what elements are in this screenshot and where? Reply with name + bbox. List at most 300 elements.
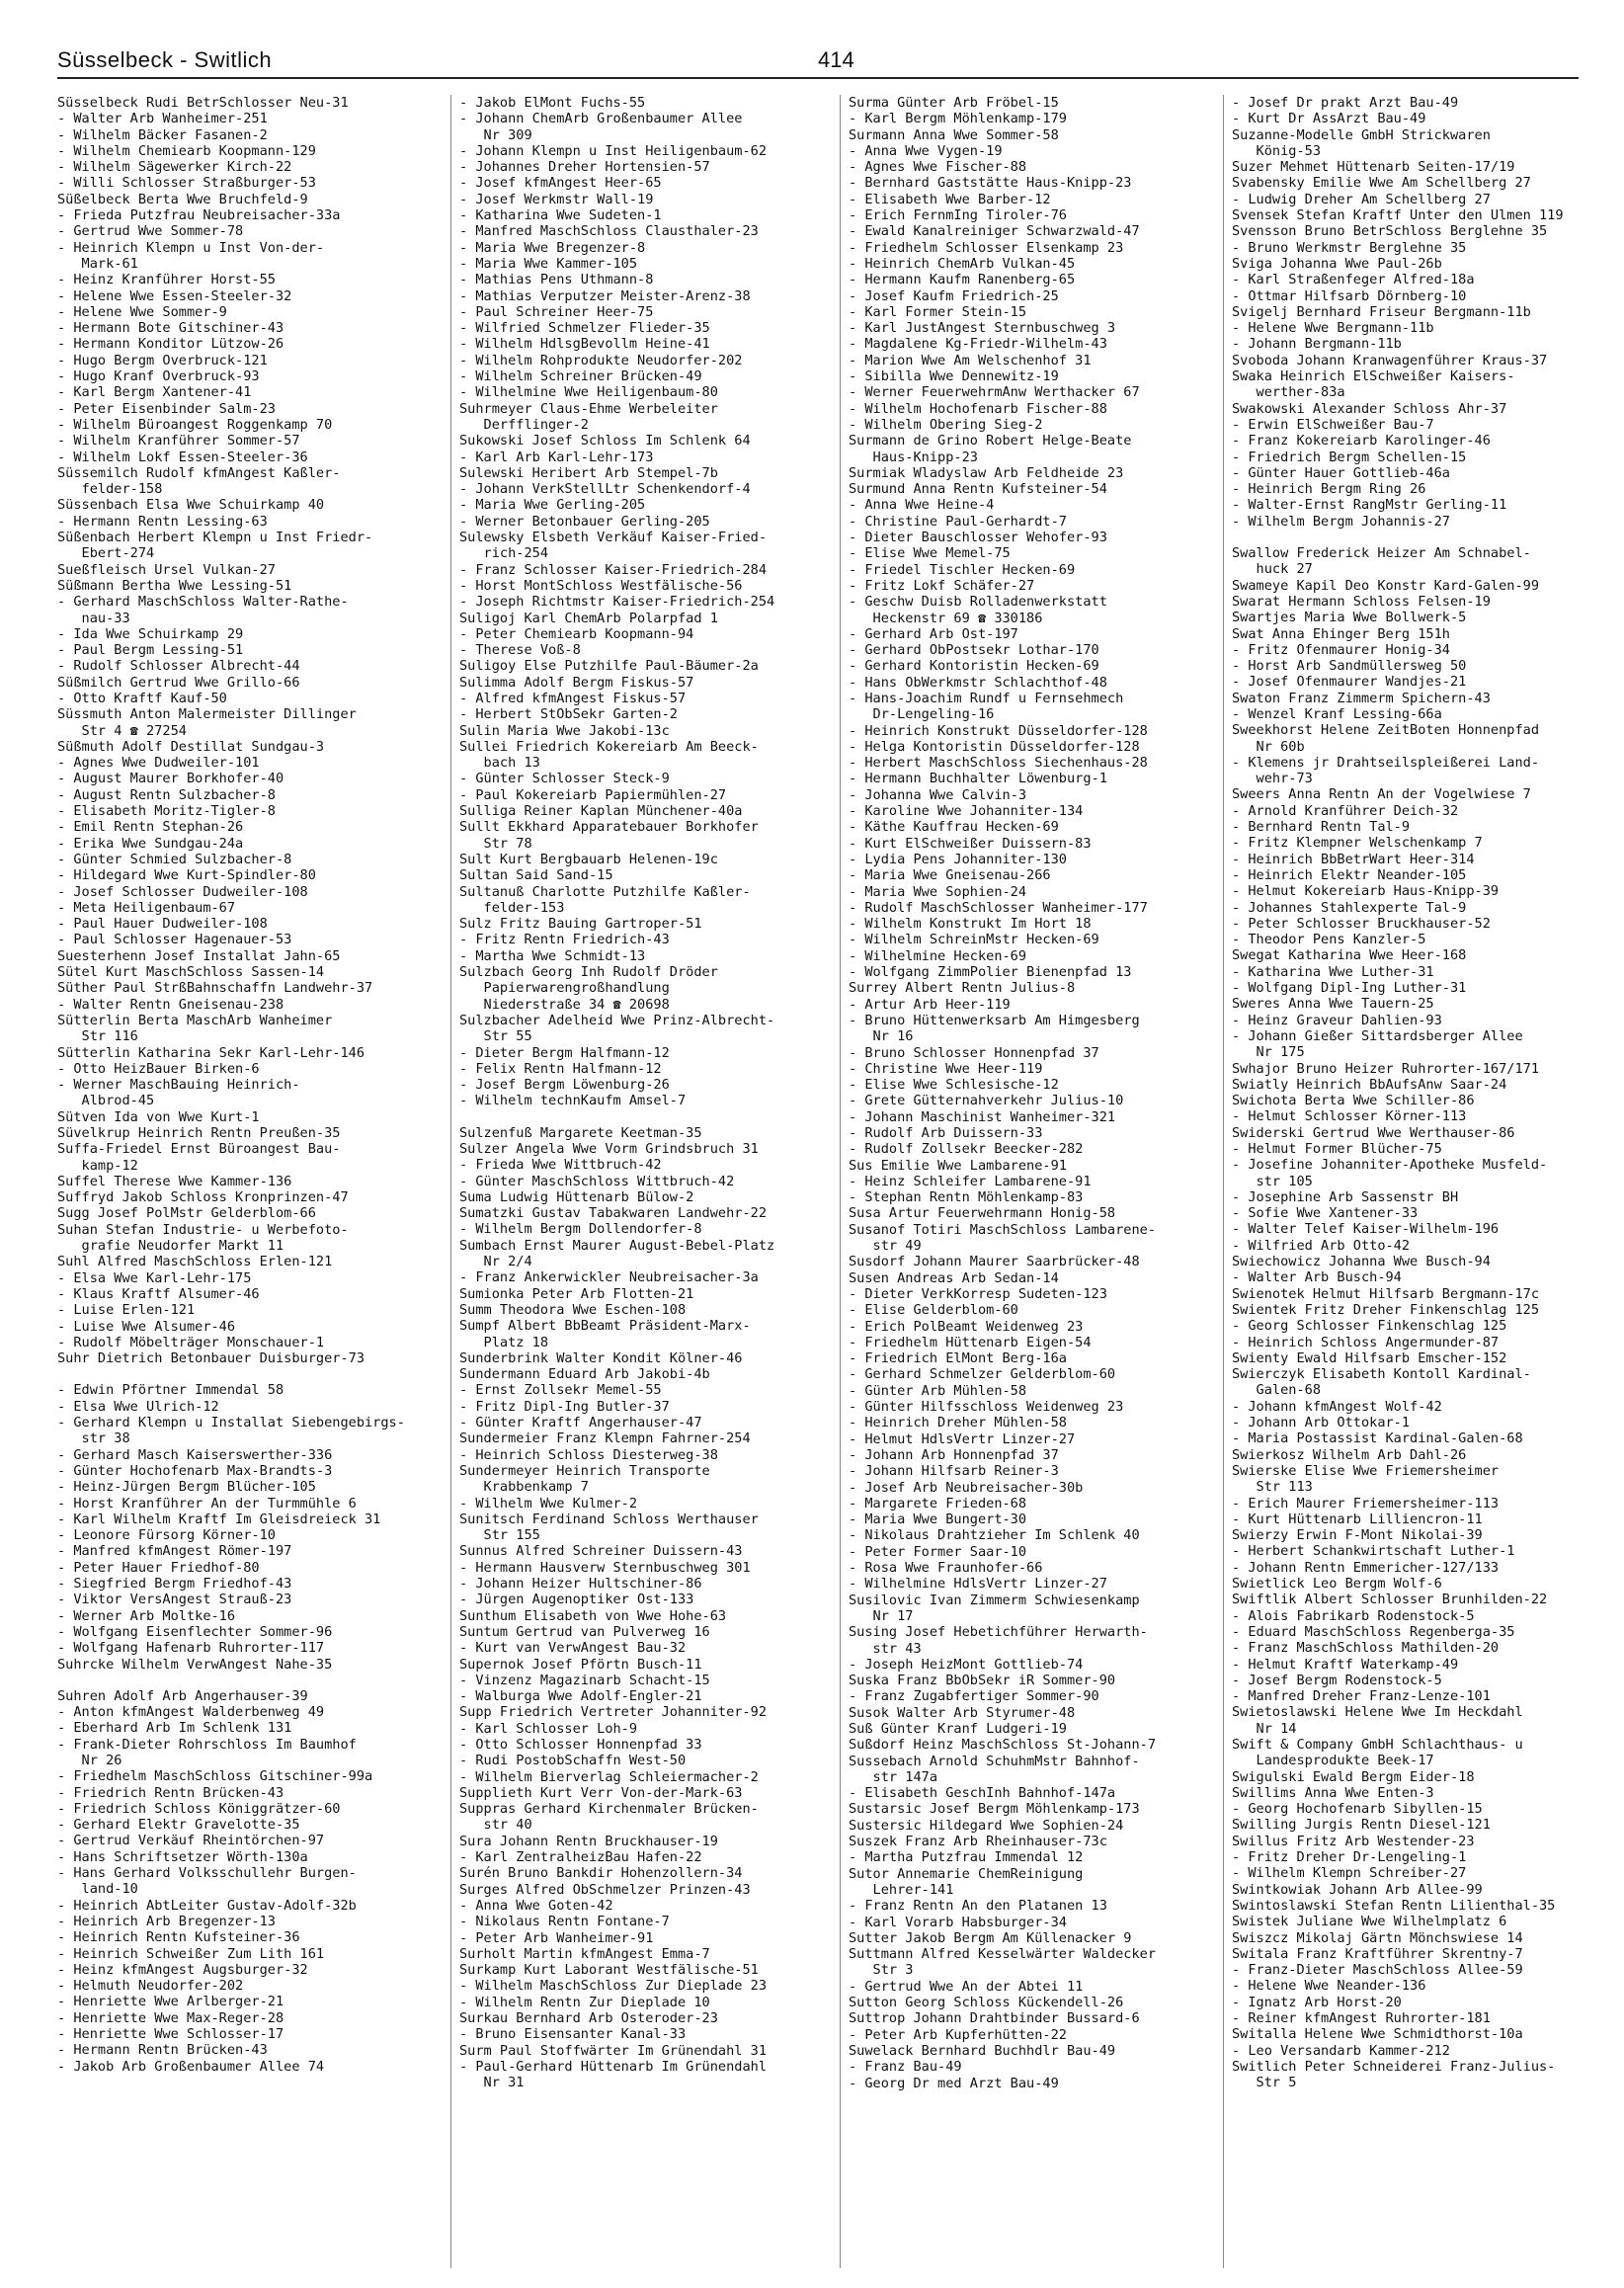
directory-entry: str 38 <box>57 1430 130 1447</box>
directory-entry: Suhan Stefan Industrie- u Werbefoto- <box>57 1221 349 1238</box>
directory-entry: Swietoslawski Helene Wwe Im Heckdahl <box>1232 1704 1523 1721</box>
directory-entry: - Herbert Schankwirtschaft Luther-1 <box>1232 1543 1515 1560</box>
directory-entry: - Johann Gießer Sittardsberger Allee <box>1232 1027 1523 1044</box>
directory-entry: Sugg Josef PolMstr Gelderblom-66 <box>57 1205 316 1222</box>
directory-entry: - Wilhelm Klempn Schreiber-27 <box>1232 1865 1467 1882</box>
directory-entry: - Günter MaschSchloss Wittbruch-42 <box>459 1173 735 1189</box>
directory-entry: - Helga Kontoristin Düsseldorfer-128 <box>849 738 1140 755</box>
directory-entry: - Herbert StObSekr Garten-2 <box>459 706 678 723</box>
directory-entry: Nr 17 <box>849 1607 914 1624</box>
directory-entry: - Peter Eisenbinder Salm-23 <box>57 400 276 417</box>
directory-entry: - Wolfgang Dipl-Ing Luther-31 <box>1232 980 1467 997</box>
directory-entry: - Sofie Wwe Xantener-33 <box>1232 1205 1419 1222</box>
directory-entry: - Otto Kraftf Kauf-50 <box>57 690 227 706</box>
directory-column-2 <box>450 95 831 2268</box>
directory-entry: Sustersic Hildegard Wwe Sophien-24 <box>849 1817 1124 1834</box>
directory-entry: - Karl ZentralheizBau Hafen-22 <box>459 1849 702 1866</box>
directory-entry: - Maria Postassist Kardinal-Galen-68 <box>1232 1430 1523 1447</box>
directory-entry: - August Maurer Borkhofer-40 <box>57 771 284 787</box>
directory-entry: - Josef kfmAngest Heer-65 <box>459 175 662 192</box>
directory-entry: - Käthe Kauffrau Hecken-69 <box>849 819 1059 836</box>
directory-entry: Sulzer Angela Wwe Vorm Grindsbruch 31 <box>459 1141 759 1157</box>
directory-entry: - Werner Arb Moltke-16 <box>57 1607 236 1624</box>
directory-entry: - Karl Straßenfeger Alfred-18a <box>1232 272 1475 288</box>
directory-column-1 <box>57 95 429 2268</box>
directory-entry: Haus-Knipp-23 <box>849 449 978 465</box>
directory-entry: - Willi Schlosser Straßburger-53 <box>57 175 316 192</box>
directory-entry: - Günter Arb Mühlen-58 <box>849 1382 1027 1399</box>
directory-entry: - Fritz Dipl-Ing Butler-37 <box>459 1398 670 1415</box>
directory-entry: Sura Johann Rentn Bruckhauser-19 <box>459 1833 718 1849</box>
directory-entry: - Gertrud Wwe Sommer-78 <box>57 223 244 240</box>
directory-entry: - Elsa Wwe Karl-Lehr-175 <box>57 1269 252 1286</box>
directory-entry: Sueßfleisch Ursel Vulkan-27 <box>57 561 276 578</box>
directory-entry: Swierkosz Wilhelm Arb Dahl-26 <box>1232 1446 1467 1463</box>
directory-entry: Sulliga Reiner Kaplan Münchener-40a <box>459 803 743 820</box>
directory-entry: Surm Paul Stoffwärter Im Grünendahl 31 <box>459 2042 767 2059</box>
directory-entry: Süssemilch Rudolf kfmAngest Kaßler- <box>57 464 341 481</box>
directory-entry: Surén Bruno Bankdir Hohenzollern-34 <box>459 1865 743 1882</box>
directory-entry: - Fritz Ofenmaurer Honig-34 <box>1232 641 1450 658</box>
directory-entry: - Josef Werkmstr Wall-19 <box>459 191 654 207</box>
directory-entry: Sundermeier Franz Klempn Fahrner-254 <box>459 1430 751 1447</box>
directory-entry: - Theodor Pens Kanzler-5 <box>1232 932 1426 948</box>
directory-entry: - Margarete Frieden-68 <box>849 1495 1027 1512</box>
directory-entry: - Günter Schmied Sulzbacher-8 <box>57 851 292 867</box>
directory-entry: - Wilhelm Chemiearb Koopmann-129 <box>57 142 316 159</box>
directory-entry: - Heinrich Schloss Angermunder-87 <box>1232 1334 1500 1350</box>
directory-entry: Swintoslawski Stefan Rentn Lilienthal-35 <box>1232 1897 1556 1914</box>
directory-entry: Sundermann Eduard Arb Jakobi-4b <box>459 1366 710 1383</box>
directory-entry: - Fritz Dreher Dr-Lengeling-1 <box>1232 1849 1467 1866</box>
directory-entry: - Wilhelm technKaufm Amsel-7 <box>459 1093 687 1109</box>
directory-entry: - Johann Hilfsarb Reiner-3 <box>849 1463 1059 1480</box>
directory-entry: - Fritz Klempner Welschenkamp 7 <box>1232 835 1483 852</box>
directory-entry: - Johann Klempn u Inst Heiligenbaum-62 <box>459 142 767 159</box>
directory-entry: - Meta Heiligenbaum-67 <box>57 899 236 916</box>
directory-entry: - Helmuth Neudorfer-202 <box>57 1978 244 1995</box>
directory-entry: - Maria Wwe Bungert-30 <box>849 1512 1027 1528</box>
directory-entry: - Bruno Werkmstr Berglehne 35 <box>1232 239 1467 256</box>
directory-entry: - Paul Schreiner Heer-75 <box>459 303 654 320</box>
directory-entry: str 49 <box>849 1238 922 1255</box>
directory-entry: - Helmut Schlosser Körner-113 <box>1232 1108 1467 1125</box>
directory-entry: - Hermann Rentn Brücken-43 <box>57 2042 268 2059</box>
directory-entry: Sweres Anna Wwe Tauern-25 <box>1232 996 1434 1013</box>
directory-entry: Süther Paul StrßBahnschaffn Landwehr-37 <box>57 980 373 997</box>
directory-entry: - Karl JustAngest Sternbuschweg 3 <box>849 320 1116 337</box>
header-rule <box>57 77 1579 79</box>
directory-entry: - Rudolf Schlosser Albrecht-44 <box>57 658 300 675</box>
directory-entry: Suwelack Bernhard Buchhdlr Bau-49 <box>849 2042 1116 2059</box>
directory-entry: Sullei Friedrich Kokereiarb Am Beeck- <box>459 738 759 755</box>
directory-entry: - Walburga Wwe Adolf-Engler-21 <box>459 1688 702 1705</box>
directory-entry: - Sibilla Wwe Dennewitz-19 <box>849 368 1059 385</box>
directory-entry: - Werner Betonbauer Gerling-205 <box>459 513 710 530</box>
directory-entry: - Ignatz Arb Horst-20 <box>1232 1994 1402 2010</box>
directory-entry: - Johann Heizer Hultschiner-86 <box>459 1576 702 1593</box>
directory-entry: - Friedrich Schloss Königgrätzer-60 <box>57 1800 341 1817</box>
directory-entry: - Dieter VerkKorresp Sudeten-123 <box>849 1285 1107 1302</box>
directory-entry: - Peter Arb Wanheimer-91 <box>459 1929 654 1946</box>
directory-entry: - Frieda Putzfrau Neubreisacher-33a <box>57 207 341 224</box>
directory-entry: Surrey Albert Rentn Julius-8 <box>849 980 1076 997</box>
directory-entry: - Wilhelm HdlsgBevollm Heine-41 <box>459 336 710 353</box>
directory-entry: - Heinrich AbtLeiter Gustav-Adolf-32b <box>57 1897 357 1914</box>
directory-entry: Surmann de Grino Robert Helge-Beate <box>849 433 1132 449</box>
directory-entry: Swartjes Maria Wwe Bollwerk-5 <box>1232 610 1467 626</box>
directory-entry: Dr-Lengeling-16 <box>849 706 995 723</box>
directory-entry: Sustarsic Josef Bergm Möhlenkamp-173 <box>849 1801 1140 1818</box>
directory-entry: - Karl Schlosser Loh-9 <box>459 1720 638 1737</box>
directory-entry: Süßelbeck Berta Wwe Bruchfeld-9 <box>57 191 308 207</box>
directory-entry: - Rosa Wwe Fraunhofer-66 <box>849 1560 1043 1577</box>
directory-entry: - Frank-Dieter Rohrschloss Im Baumhof <box>57 1736 357 1753</box>
directory-entry: - Josef Ofenmaurer Wandjes-21 <box>1232 674 1467 691</box>
directory-entry: Heckenstr 69 ☎ 330186 <box>849 610 1043 626</box>
directory-entry: - Hugo Bergm Overbruck-121 <box>57 352 268 368</box>
directory-entry: Str 116 <box>57 1028 138 1045</box>
directory-entry: Swameye Kapil Deo Konstr Kard-Galen-99 <box>1232 577 1539 594</box>
directory-entry: - Ottmar Hilfsarb Dörnberg-10 <box>1232 287 1467 304</box>
directory-entry: - Rudolf Zollsekr Beecker-282 <box>849 1141 1084 1158</box>
directory-entry: - Otto Schlosser Honnenpfad 33 <box>459 1736 702 1753</box>
directory-entry: - Heinrich BbBetrWart Heer-314 <box>1232 851 1475 867</box>
directory-entry: Swift & Company GmbH Schlachthaus- u <box>1232 1736 1523 1753</box>
directory-entry: Suligoj Karl ChemArb Polarpfad 1 <box>459 610 718 626</box>
directory-entry: Süssmuth Anton Malermeister Dillinger <box>57 706 357 723</box>
directory-entry: Sukowski Josef Schloss Im Schlenk 64 <box>459 433 751 449</box>
directory-entry: - Gerhard Elektr Gravelotte-35 <box>57 1817 300 1834</box>
directory-entry: - Heinrich ChemArb Vulkan-45 <box>849 255 1076 272</box>
directory-entry: Surkamp Kurt Laborant Westfälische-51 <box>459 1962 759 1979</box>
directory-entry: Sußdorf Heinz MaschSchloss St-Johann-7 <box>849 1737 1156 1754</box>
directory-entry: - Elisabeth Wwe Barber-12 <box>849 191 1051 207</box>
directory-entry: - Hans ObWerkmstr Schlachthof-48 <box>849 674 1107 691</box>
directory-entry: Swillus Fritz Arb Westender-23 <box>1232 1833 1475 1849</box>
directory-entry: - Horst MontSchloss Westfälische-56 <box>459 577 743 594</box>
directory-entry: Switala Franz Kraftführer Skrentny-7 <box>1232 1945 1523 1962</box>
directory-entry: Suppras Gerhard Kirchenmaler Brücken- <box>459 1801 759 1818</box>
directory-entry: Surmiak Wladyslaw Arb Feldheide 23 <box>849 464 1124 481</box>
directory-entry: - Franz Rentn An den Platanen 13 <box>849 1898 1107 1915</box>
directory-entry: - Heinz-Jürgen Bergm Blücher-105 <box>57 1479 316 1496</box>
directory-entry: Surges Alfred ObSchmelzer Prinzen-43 <box>459 1881 751 1898</box>
directory-entry: - Karl Former Stein-15 <box>849 303 1027 320</box>
directory-entry: Sunitsch Ferdinand Schloss Werthauser <box>459 1511 759 1527</box>
directory-entry: Surholt Martin kfmAngest Emma-7 <box>459 1945 710 1962</box>
directory-entry: Svigelj Bernhard Friseur Bergmann-11b <box>1232 303 1531 320</box>
directory-entry: felder-153 <box>459 899 565 916</box>
directory-entry: - Bernhard Gaststätte Haus-Knipp-23 <box>849 175 1132 192</box>
directory-entry: Sütven Ida von Wwe Kurt-1 <box>57 1108 260 1125</box>
directory-entry: - Rudolf MaschSchlosser Wanheimer-177 <box>849 899 1148 916</box>
directory-entry: - Horst Arb Sandmüllersweg 50 <box>1232 658 1467 675</box>
directory-entry: - Josef Bergm Rodenstock-5 <box>1232 1672 1442 1688</box>
directory-entry: Suhl Alfred MaschSchloss Erlen-121 <box>57 1254 333 1270</box>
directory-entry: Sullt Ekkhard Apparatebauer Borkhofer <box>459 819 759 836</box>
directory-entry: - Friedhelm MaschSchloss Gitschiner-99a <box>57 1768 373 1785</box>
directory-entry: Süßmann Bertha Wwe Lessing-51 <box>57 577 292 594</box>
directory-entry: Sulzbach Georg Inh Rudolf Dröder <box>459 964 718 981</box>
directory-entry: - Eduard MaschSchloss Regenberga-35 <box>1232 1623 1515 1640</box>
directory-entry: Suffel Therese Wwe Kammer-136 <box>57 1173 292 1189</box>
directory-entry: Swakowski Alexander Schloss Ahr-37 <box>1232 400 1507 417</box>
directory-entry: - Johanna Wwe Calvin-3 <box>849 786 1027 803</box>
directory-entry: Platz 18 <box>459 1334 549 1350</box>
directory-entry: - Werner MaschBauing Heinrich- <box>57 1077 300 1094</box>
directory-entry: Swierzy Erwin F-Mont Nikolai-39 <box>1232 1527 1483 1544</box>
directory-entry: - Johann ChemArb Großenbaumer Allee <box>459 111 743 127</box>
directory-entry: - Josephine Arb Sassenstr BH <box>1232 1188 1459 1205</box>
directory-entry: - Wilhelm Wwe Kulmer-2 <box>459 1495 638 1512</box>
directory-entry: Papierwarengroßhandlung <box>459 980 670 997</box>
directory-entry: - Wilhelm Sägewerker Kirch-22 <box>57 159 292 176</box>
directory-entry: - Johann Maschinist Wanheimer-321 <box>849 1108 1116 1125</box>
directory-entry: Süsselbeck Rudi BetrSchlosser Neu-31 <box>57 95 349 111</box>
directory-entry: - Maria Wwe Sophien-24 <box>849 883 1027 900</box>
directory-entry: Suntum Gertrud van Pulverweg 16 <box>459 1623 710 1640</box>
directory-entry: Albrod-45 <box>57 1093 155 1109</box>
directory-entry: Swaka Heinrich ElSchweißer Kaisers- <box>1232 368 1515 385</box>
directory-entry: - Heinrich Dreher Mühlen-58 <box>849 1415 1067 1431</box>
directory-entry: Süßmuth Adolf Destillat Sundgau-3 <box>57 738 325 755</box>
directory-entry: - Heinrich Arb Bregenzer-13 <box>57 1913 276 1929</box>
directory-entry: Swat Anna Ehinger Berg 151h <box>1232 625 1450 642</box>
directory-entry: wehr-73 <box>1232 771 1313 787</box>
directory-entry: str 105 <box>1232 1173 1313 1189</box>
directory-entry: - Klemens jr Drahtseilspleißerei Land- <box>1232 754 1539 771</box>
directory-entry: Str 113 <box>1232 1479 1313 1496</box>
directory-entry: Str 78 <box>459 835 532 852</box>
directory-entry: - Peter Chemiearb Koopmann-94 <box>459 625 694 642</box>
directory-column-3 <box>840 95 1220 2268</box>
directory-entry: - Johann Bergmann-11b <box>1232 336 1402 353</box>
directory-entry: - Rudolf Arb Duissern-33 <box>849 1125 1043 1141</box>
directory-entry: - Franz-Dieter MaschSchloss Allee-59 <box>1232 1962 1523 1979</box>
directory-entry: Susilovic Ivan Zimmerm Schwiesenkamp <box>849 1592 1140 1608</box>
directory-entry: - Anna Wwe Vygen-19 <box>849 142 1003 159</box>
directory-entry: Surmund Anna Rentn Kufsteiner-54 <box>849 481 1107 498</box>
directory-entry: - Wilhelmine Wwe Heiligenbaum-80 <box>459 384 718 401</box>
directory-entry: Suhr Dietrich Betonbauer Duisburger-73 <box>57 1350 365 1367</box>
directory-entry: Swarat Hermann Schloss Felsen-19 <box>1232 593 1491 610</box>
directory-entry: - Karl Bergm Xantener-41 <box>57 384 252 401</box>
directory-entry: - Arnold Kranführer Deich-32 <box>1232 802 1459 819</box>
directory-entry: Nr 175 <box>1232 1044 1305 1061</box>
directory-entry: Sultanuß Charlotte Putzhilfe Kaßler- <box>459 883 751 900</box>
directory-entry: Switalla Helene Wwe Schmidthorst-10a <box>1232 2026 1523 2043</box>
directory-entry: - Johann Arb Ottokar-1 <box>1232 1415 1411 1431</box>
directory-entry: - Helmut Kokereiarb Haus-Knipp-39 <box>1232 883 1500 900</box>
directory-entry: - Wilhelm SchreinMstr Hecken-69 <box>849 932 1099 948</box>
directory-entry: Sulz Fritz Bauing Gartroper-51 <box>459 916 702 933</box>
directory-entry: nau-33 <box>57 610 130 626</box>
directory-entry: - Wolfgang ZimmPolier Bienenpfad 13 <box>849 964 1132 981</box>
running-head: Süsselbeck - Switlich <box>57 47 273 72</box>
directory-entry: - Bruno Hüttenwerksarb Am Himgesberg <box>849 1012 1140 1028</box>
directory-entry: - Walter Telef Kaiser-Wilhelm-196 <box>1232 1221 1500 1238</box>
directory-entry: - Günter Hochofenarb Max-Brandts-3 <box>57 1462 333 1479</box>
directory-entry: - Franz MaschSchloss Mathilden-20 <box>1232 1640 1500 1657</box>
directory-entry: - Paul-Gerhard Hüttenarb Im Grünendahl <box>459 2058 767 2075</box>
directory-entry: - Heinrich Bergm Ring 26 <box>1232 481 1426 498</box>
directory-entry: Swiftlik Albert Schlosser Brunhilden-22 <box>1232 1592 1548 1608</box>
directory-entry: Sussebach Arnold SchuhmMstr Bahnhof- <box>849 1753 1140 1769</box>
directory-entry: Sulzenfuß Margarete Keetman-35 <box>459 1124 702 1141</box>
directory-entry: - Martha Wwe Schmidt-13 <box>459 947 646 964</box>
directory-entry: Sütterlin Berta MaschArb Wanheimer <box>57 1012 333 1028</box>
directory-entry: - August Rentn Sulzbacher-8 <box>57 786 276 803</box>
directory-entry: - Franz Kokereiarb Karolinger-46 <box>1232 433 1491 449</box>
directory-entry: Suffa-Friedel Ernst Büroangest Bau- <box>57 1141 341 1158</box>
directory-entry: - Emil Rentn Stephan-26 <box>57 819 244 836</box>
directory-entry: Swallow Frederick Heizer Am Schnabel- <box>1232 545 1531 562</box>
directory-entry: - Elise Wwe Memel-75 <box>849 545 1011 562</box>
directory-entry: Sultan Said Sand-15 <box>459 867 613 884</box>
directory-entry: - Josef Arb Neubreisacher-30b <box>849 1479 1084 1496</box>
directory-entry: huck 27 <box>1232 561 1313 578</box>
directory-entry: - Reiner kfmAngest Ruhrorter-181 <box>1232 2010 1491 2027</box>
directory-entry: Suttrop Johann Drahtbinder Bussard-6 <box>849 2010 1140 2027</box>
directory-entry: - Jakob Arb Großenbaumer Allee 74 <box>57 2058 325 2075</box>
directory-entry: - Luise Erlen-121 <box>57 1302 196 1319</box>
directory-entry: - Bruno Schlosser Honnenpfad 37 <box>849 1044 1099 1061</box>
directory-entry: Swienty Ewald Hilfsarb Emscher-152 <box>1232 1349 1507 1366</box>
directory-entry: - Erich FernmIng Tiroler-76 <box>849 207 1067 224</box>
page-number: 414 <box>818 47 854 72</box>
directory-entry: - Josef Schlosser Dudweiler-108 <box>57 883 308 900</box>
directory-entry: Str 55 <box>459 1028 532 1045</box>
directory-entry: - Günter Kraftf Angerhauser-47 <box>459 1415 702 1431</box>
directory-entry: - Alois Fabrikarb Rodenstock-5 <box>1232 1607 1475 1624</box>
directory-entry: - Henriette Wwe Max-Reger-28 <box>57 2009 284 2026</box>
directory-entry: - Hermann Kaufm Ranenberg-65 <box>849 272 1076 288</box>
directory-entry: - Heinz Kranführer Horst-55 <box>57 272 276 288</box>
directory-entry: - Wenzel Kranf Lessing-66a <box>1232 705 1442 722</box>
directory-entry: - Josef Kaufm Friedrich-25 <box>849 287 1059 304</box>
directory-entry: Swigulski Ewald Bergm Eider-18 <box>1232 1768 1475 1785</box>
directory-entry: Nr 309 <box>459 126 532 143</box>
directory-entry: Susen Andreas Arb Sedan-14 <box>849 1269 1059 1286</box>
directory-entry: Landesprodukte Beek-17 <box>1232 1753 1434 1769</box>
directory-entry: - Hans-Joachim Rundf u Fernsehmech <box>849 690 1124 706</box>
directory-entry: Svoboda Johann Kranwagenführer Kraus-37 <box>1232 352 1548 368</box>
directory-entry: - Peter Schlosser Bruckhauser-52 <box>1232 915 1491 932</box>
directory-entry: - Leonore Fürsorg Körner-10 <box>57 1527 276 1544</box>
directory-entry: - Wilhelm Bierverlag Schleiermacher-2 <box>459 1768 759 1785</box>
directory-entry: Nr 60b <box>1232 738 1305 755</box>
directory-entry: Sütel Kurt MaschSchloss Sassen-14 <box>57 964 325 981</box>
directory-entry: Swillims Anna Wwe Enten-3 <box>1232 1784 1434 1801</box>
directory-entry: Swhajor Bruno Heizer Ruhrorter-167/171 <box>1232 1060 1539 1077</box>
directory-entry: Sulin Maria Wwe Jakobi-13c <box>459 722 670 739</box>
directory-entry: Swiechowicz Johanna Wwe Busch-94 <box>1232 1254 1491 1270</box>
directory-entry: - Josef Bergm Löwenburg-26 <box>459 1077 670 1094</box>
directory-entry: Suhrcke Wilhelm VerwAngest Nahe-35 <box>57 1656 333 1673</box>
directory-entry: - Erwin ElSchweißer Bau-7 <box>1232 416 1434 433</box>
directory-entry: - Artur Arb Heer-119 <box>849 996 1011 1013</box>
directory-entry: Sumatzki Gustav Tabakwaren Landwehr-22 <box>459 1205 767 1222</box>
directory-entry: Susing Josef Hebetichführer Herwarth- <box>849 1624 1148 1641</box>
directory-entry: - Hermann Rentn Lessing-63 <box>57 513 268 530</box>
directory-entry: - Luise Wwe Alsumer-46 <box>57 1318 236 1335</box>
directory-entry: Nr 2/4 <box>459 1254 532 1270</box>
directory-entry: - Karoline Wwe Johanniter-134 <box>849 803 1084 820</box>
directory-entry: - Gerhard Arb Ost-197 <box>849 625 1018 642</box>
directory-entry: - Paul Schlosser Hagenauer-53 <box>57 932 292 948</box>
directory-entry: - Helmut HdlsVertr Linzer-27 <box>849 1430 1076 1447</box>
directory-entry: - Johannes Dreher Hortensien-57 <box>459 159 710 176</box>
directory-entry: - Agnes Wwe Dudweiler-101 <box>57 755 260 772</box>
directory-entry: - Joseph HeizMont Gottlieb-74 <box>849 1656 1084 1673</box>
directory-entry: Sulewsky Elsbeth Verkäuf Kaiser-Fried- <box>459 530 767 546</box>
directory-entry: - Gertrud Verkäuf Rheintörchen-97 <box>57 1833 325 1849</box>
directory-entry: - Hildegard Wwe Kurt-Spindler-80 <box>57 867 316 884</box>
directory-entry: Susok Walter Arb Styrumer-48 <box>849 1704 1076 1721</box>
directory-entry: - Helene Wwe Essen-Steeler-32 <box>57 287 292 304</box>
directory-entry: - Wilhelm Bäcker Fasanen-2 <box>57 126 268 143</box>
directory-entry: - Werner FeuerwehrmAnw Werthacker 67 <box>849 384 1140 401</box>
directory-entry: Suß Günter Kranf Ludgeri-19 <box>849 1720 1067 1737</box>
directory-entry: Swilling Jurgis Rentn Diesel-121 <box>1232 1817 1491 1834</box>
directory-entry: - Kurt Hüttenarb Lilliencron-11 <box>1232 1511 1483 1527</box>
directory-entry: - Fritz Lokf Schäfer-27 <box>849 577 1035 594</box>
directory-entry: - Joseph Richtmstr Kaiser-Friedrich-254 <box>459 594 775 611</box>
directory-entry: - Hans Schriftsetzer Wörth-130a <box>57 1848 308 1865</box>
directory-entry: Sütterlin Katharina Sekr Karl-Lehr-146 <box>57 1044 365 1061</box>
directory-entry: - Manfred MaschSchloss Clausthaler-23 <box>459 223 759 240</box>
directory-entry: - Franz Ankerwickler Neubreisacher-3a <box>459 1269 759 1286</box>
directory-entry: Swiszcz Mikolaj Gärtn Mönchswiese 14 <box>1232 1929 1523 1946</box>
directory-entry: - Heinrich Elektr Neander-105 <box>1232 866 1467 883</box>
directory-entry: Surma Günter Arb Fröbel-15 <box>849 95 1059 111</box>
directory-entry: - Mathias Pens Uthmann-8 <box>459 272 654 288</box>
directory-entry: Sutter Jakob Bergm Am Küllenacker 9 <box>849 1929 1132 1946</box>
directory-entry: - Wolfgang Eisenflechter Sommer-96 <box>57 1623 333 1640</box>
directory-entry: Supp Friedrich Vertreter Johanniter-92 <box>459 1704 767 1721</box>
directory-entry: - Heinz Schleifer Lambarene-91 <box>849 1173 1092 1189</box>
directory-entry: - Felix Rentn Halfmann-12 <box>459 1060 662 1077</box>
directory-entry: Swierske Elise Wwe Friemersheimer <box>1232 1462 1500 1479</box>
directory-entry: - Klaus Kraftf Alsumer-46 <box>57 1285 260 1302</box>
directory-entry: - Herbert MaschSchloss Siechenhaus-28 <box>849 755 1148 772</box>
directory-entry: Sulimma Adolf Bergm Fiskus-57 <box>459 674 694 691</box>
directory-entry: Sumbach Ernst Maurer August-Bebel-Platz <box>459 1237 775 1254</box>
directory-entry: Str 5 <box>1232 2075 1297 2091</box>
directory-entry: - Fritz Rentn Friedrich-43 <box>459 932 670 948</box>
directory-entry: - Heinz kfmAngest Augsburger-32 <box>57 1961 308 1978</box>
directory-entry: - Günter Hauer Gottlieb-46a <box>1232 464 1450 481</box>
directory-entry: Supplieth Kurt Verr Von-der-Mark-63 <box>459 1784 743 1801</box>
directory-entry: - Paul Hauer Dudweiler-108 <box>57 916 268 933</box>
directory-entry: - Martha Putzfrau Immendal 12 <box>849 1849 1084 1866</box>
directory-entry: - Eberhard Arb Im Schlenk 131 <box>57 1720 292 1737</box>
directory-entry: - Walter Arb Busch-94 <box>1232 1269 1402 1286</box>
directory-entry: - Georg Schlosser Finkenschlag 125 <box>1232 1318 1507 1335</box>
directory-entry: - Walter Rentn Gneisenau-238 <box>57 996 284 1013</box>
directory-entry: str 147a <box>849 1768 938 1785</box>
directory-entry: - Maria Wwe Bregenzer-8 <box>459 239 646 256</box>
directory-entry: Swaton Franz Zimmerm Spichern-43 <box>1232 690 1491 706</box>
directory-entry: - Gerhard Klempn u Installat Siebengebirgs- <box>57 1415 405 1431</box>
directory-entry: Suzer Mehmet Hüttenarb Seiten-17/19 <box>1232 159 1515 176</box>
directory-entry: - Rudi PostobSchaffn West-50 <box>459 1753 687 1769</box>
directory-entry: - Vinzenz Magazinarb Schacht-15 <box>459 1672 710 1688</box>
directory-entry: - Friedrich Rentn Brücken-43 <box>57 1784 284 1801</box>
directory-entry: - Helene Wwe Bergmann-11b <box>1232 320 1434 337</box>
directory-entry: Derfflinger-2 <box>459 416 589 433</box>
